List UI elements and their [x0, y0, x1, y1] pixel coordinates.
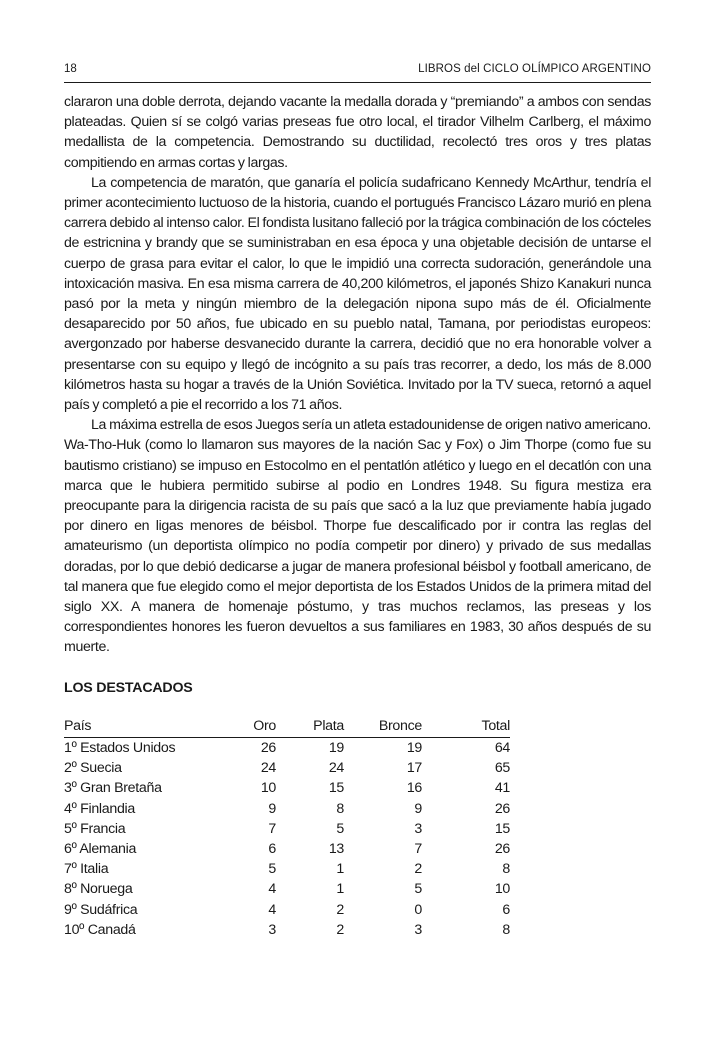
cell-gold: 5: [268, 861, 276, 878]
medal-table-body: [64, 738, 510, 941]
cell-silver: 5: [336, 820, 344, 837]
cell-country: 9º Sudáfrica: [64, 901, 138, 918]
cell-gold: 6: [268, 841, 276, 858]
cell-country: 7º Italia: [64, 861, 109, 878]
cell-total: 26: [494, 800, 510, 817]
cell-total: 6: [502, 901, 510, 918]
column-header-total: Total: [422, 716, 510, 738]
cell-silver: 15: [328, 780, 344, 797]
cell-total: 41: [494, 780, 510, 797]
table-row: [64, 920, 510, 940]
cell-country: 4º Finlandia: [64, 800, 135, 817]
cell-country: 5º Francia: [64, 820, 126, 837]
header-rule: [64, 82, 651, 83]
cell-total: 8: [502, 861, 510, 878]
cell-silver: 2: [336, 901, 344, 918]
cell-bronze: 9: [414, 800, 422, 817]
cell-bronze: 16: [406, 780, 422, 797]
cell-bronze: 7: [414, 841, 422, 858]
cell-country: 3º Gran Bretaña: [64, 780, 162, 797]
cell-total: 8: [502, 921, 510, 938]
cell-country: 2º Suecia: [64, 760, 122, 777]
table-row: [64, 879, 510, 899]
cell-gold: 9: [268, 800, 276, 817]
table-header-row: [64, 716, 510, 738]
cell-country: 6º Alemania: [64, 841, 137, 858]
cell-bronze: 5: [414, 881, 422, 898]
cell-silver: 13: [328, 841, 344, 858]
cell-bronze: 19: [406, 740, 422, 756]
table-row: [64, 900, 510, 920]
paragraph: La máxima estrella de esos Juegos sería un atleta estadounidense de origen nativo americano. Wa-Tho-Huk (como lo llamaron sus mayores de la nación Sac y Fox) o Jim Thorpe (como fue su bautismo cristiano) se impuso en Estocolmo en el pentatlón atlético y luego en el decatlón con una marca que le hubiera permitido subirse al podio en Londres 1948. Su figura mestiza era preocupante para la dirigencia racista de su país que sacó a la luz que previamente había jugado por dinero en ligas menores de béisbol. Thorpe fue descalificado por ir contra las reglas del amateurismo (un deportista olímpico no podía competir por dinero) y privado de sus medallas doradas, por lo que debió dedicarse a jugar de manera profesional béisbol y football americano, de tal manera que fue elegido como el mejor deportista de los Estados Unidos de la primera mitad del siglo XX. A manera de homenaje póstumo, y tras muchos reclamos, las preseas y los correspondientes honores les fueron devueltos a sus familiares en 1983, 30 años después de su muerte.: [64, 417, 651, 656]
cell-gold: 24: [260, 760, 276, 777]
cell-gold: 4: [268, 901, 276, 918]
table-row: [64, 758, 510, 778]
table-row: [64, 839, 510, 859]
cell-gold: 10: [260, 780, 276, 797]
cell-total: 15: [494, 820, 510, 837]
column-header-bronze: Bronce: [344, 716, 422, 738]
cell-bronze: 3: [414, 820, 422, 837]
medal-table: [64, 716, 510, 940]
cell-country: 1º Estados Unidos: [64, 740, 176, 756]
cell-bronze: 0: [414, 901, 422, 918]
column-header-gold: Oro: [234, 716, 276, 738]
column-header-country: País: [64, 716, 234, 738]
cell-total: 26: [494, 841, 510, 858]
paragraph: La competencia de maratón, que ganaría el policía sudafricano Kennedy McArthur, tendría el primer acontecimiento luctuoso de la historia, cuando el portugués Francisco Lázaro murió en plena carrera debido al intenso calor. El fondista lusitano falleció por la trágica combinación de los cócteles de estricnina y brandy que se suministraban en esa época y una objetable decisión de untarse el cuerpo de grasa para evitar el calor, lo que le impidió una correcta sudoración, generándole una intoxicación masiva. En esa misma carrera de 40,200 kilómetros, el japonés Shizo Kanakuri nunca pasó por la meta y ningún miembro de la delegación nipona supo más de él. Oficialmente desaparecido por 50 años, fue ubicado en su pueblo natal, Tamana, por periodistas europeos: avergonzado por haberse desvanecido durante la carrera, decidió que no era honorable volver a presentarse con su equipo y llegó de incógnito a su país tras recorrer, a dedo, los más de 8.000 kilómetros hasta su hogar a través de la Unión Soviética. Invitado por la TV sueca, retornó a aquel país y completó a pie el recorrido a los 71 años.: [64, 174, 651, 414]
table-row: [64, 778, 510, 798]
table-row: [64, 859, 510, 879]
cell-silver: 24: [328, 760, 344, 777]
cell-country: 8º Noruega: [64, 881, 133, 898]
cell-silver: 1: [336, 861, 344, 878]
cell-silver: 1: [336, 881, 344, 898]
cell-country: 10º Canadá: [64, 921, 136, 938]
cell-bronze: 17: [406, 760, 422, 777]
page-header: [64, 59, 651, 79]
table-row: [64, 819, 510, 839]
cell-total: 64: [494, 740, 510, 756]
paragraph: clararon una doble derrota, dejando vacante la medalla dorada y “premiando” a ambos con sendas plateadas. Quien sí se colgó varias preseas fue otro local, el tirador Vilhelm Carlberg, el máximo medallista de la competencia. Demostrando su ductilidad, recolectó tres oros y tres platas compitiendo en armas cortas y largas.: [64, 94, 651, 171]
cell-gold: 26: [260, 740, 276, 756]
cell-total: 10: [494, 881, 510, 898]
page-number: 18: [64, 63, 77, 75]
cell-silver: 19: [328, 740, 344, 756]
cell-gold: 4: [268, 881, 276, 898]
table-row: [64, 799, 510, 819]
running-title: LIBROS del CICLO OLÍMPICO ARGENTINO: [418, 63, 651, 75]
cell-bronze: 2: [414, 861, 422, 878]
cell-gold: 7: [268, 820, 276, 837]
cell-gold: 3: [268, 921, 276, 938]
section-title: LOS DESTACADOS: [64, 680, 193, 696]
cell-total: 65: [494, 760, 510, 777]
cell-silver: 8: [336, 800, 344, 817]
column-header-silver: Plata: [276, 716, 344, 738]
body-text: [64, 92, 651, 658]
cell-bronze: 3: [414, 921, 422, 938]
table-row: [64, 738, 510, 759]
cell-silver: 2: [336, 921, 344, 938]
